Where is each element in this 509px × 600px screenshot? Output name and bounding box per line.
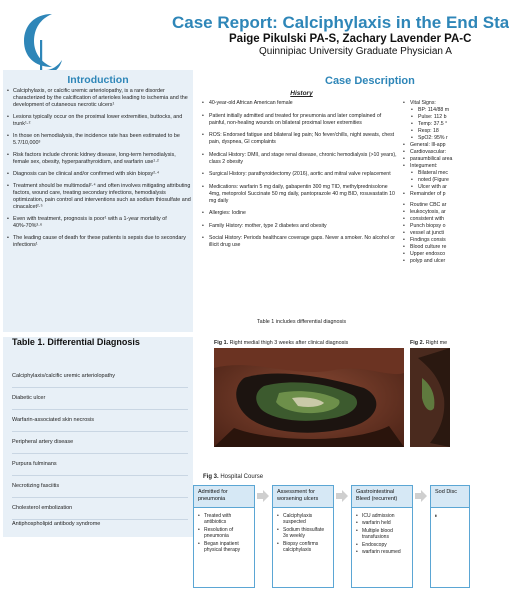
list-item: • Biopsy confirms calciphylaxis [277, 541, 330, 554]
flow-step-title: Admitted for pneumonia [194, 486, 254, 508]
list-item: • Medical History: DMII, and stage renal disease, chronic hemodialysis (>10 years), class 2 obesity [201, 152, 397, 166]
list-item: • Ulcer with ar [402, 184, 462, 191]
list-item: • leukocytosis, ar [402, 209, 462, 216]
list-item: • Integument: [402, 163, 462, 170]
thigh-wound-photo [214, 348, 404, 447]
flow-step-title: Sod Disc [431, 486, 469, 508]
list-item: • Resp: 18 [402, 128, 462, 135]
thigh-wound-photo-2 [410, 348, 450, 447]
list-item: • noted (Figure [402, 177, 462, 184]
introduction-heading: Introduction [67, 74, 129, 86]
table-label: Table 1. [12, 337, 45, 347]
list-item: • Social History: Periods healthcare coverage gaps. Never a smoker. No alcohol or illicit drug use [201, 235, 397, 249]
list-item: • vessel at juncti [402, 230, 462, 237]
list-item: • General: Ill-app [402, 142, 462, 149]
figure-label: Fig 1. [214, 340, 229, 346]
table-note: Table 1 includes differential diagnosis [256, 319, 347, 325]
list-item: • Allergies: Iodine [201, 210, 397, 217]
figure-label: Fig 3. [203, 474, 219, 480]
list-item: • Medications: warfarin 5 mg daily, gabapentin 300 mg TID, methylprednisolone 4mg, metoprolol Succinate 50 mg daily, pantoprazole 40 mg BID, rosuvastatin 10 mg daily [201, 184, 397, 205]
table-row: Peripheral artery disease [12, 433, 188, 454]
list-item: • Lesions typically occur on the proximal lower extremities, buttocks, and trunk¹·² [6, 114, 191, 128]
list-item: • 40-year-old African American female [201, 100, 397, 107]
history-heading: History [290, 90, 313, 97]
list-item: • Calciphylaxis, or calcific uremic arteriolopathy, is a rare disorder characterized by the calcification of arterioles leading to ischemia and the development of cutaneous necrotic ulcers¹ [6, 88, 191, 109]
list-item: • paraumbilical area [402, 156, 462, 163]
exam-findings-list [402, 100, 462, 265]
poster-authors: Paige Pikulski PA-S, Zachary Lavender PA-C [229, 33, 472, 45]
list-item: • BP: 114/88 m [402, 107, 462, 114]
list-item: • Findings consis [402, 237, 462, 244]
list-item: • Multiple blood transfusions [356, 528, 409, 541]
list-item: • Endoscopy [356, 542, 409, 548]
list-item: • ROS: Endorsed fatigue and bilateral leg pain; No fever/chills, night sweats, chest pain, dyspnea, GI complaints [201, 132, 397, 146]
poster-affiliation: Quinnipiac University Graduate Physician A [259, 46, 452, 57]
poster-title: Case Report: Calciphylaxis in the End Sta [172, 13, 509, 32]
table-row: Warfarin-associated skin necrosis [12, 411, 188, 432]
history-list [201, 100, 397, 255]
introduction-list [6, 88, 191, 254]
table-row: Diabetic ulcer [12, 389, 188, 410]
list-item: • Upper endosco [402, 251, 462, 258]
list-item: • Calciphylaxis suspected [277, 513, 330, 526]
list-item: • Patient initially admitted and treated for pneumonia and later complained of painful, non-healing wounds on bilateral proximal lower extremities [201, 113, 397, 127]
flow-step-ulcers [272, 485, 334, 588]
flow-step-items [352, 508, 412, 555]
list-item: • The leading cause of death for these patients is sepsis due to secondary infections¹ [6, 235, 191, 249]
list-item: • Blood culture re [402, 244, 462, 251]
arrow-right-icon [336, 490, 348, 502]
list-item: • Remainder of p [402, 191, 462, 198]
list-item: • Bilateral mec [402, 170, 462, 177]
list-item: • Temp: 37.5 ° [402, 121, 462, 128]
list-item: • Vital Signs: [402, 100, 462, 107]
figure-caption-text: Right medial thigh 3 weeks after clinical diagnosis [228, 340, 349, 346]
table-row: Cholesterol embolization [12, 499, 188, 520]
university-logo [0, 4, 92, 78]
list-item: • Risk factors include chronic kidney disease, long-term hemodialysis, female sex, obesity, hyperparathyroidism, and warfarin use¹·² [6, 152, 191, 166]
arrow-right-icon [257, 490, 269, 502]
table-title: Differential Diagnosis [44, 337, 140, 347]
table-row: Antiphospholipid antibody syndrome [12, 521, 101, 527]
figure-1-caption [214, 340, 348, 346]
flow-step-items [431, 508, 469, 513]
flow-step-admission [193, 485, 255, 588]
figure-caption-text: Right me [424, 340, 448, 346]
list-item: • Resolution of pneumonia [198, 527, 251, 540]
figure-3-caption [203, 474, 263, 480]
table-row: Purpura fulminans [12, 455, 188, 476]
list-item: • In those on hemodialysis, the incidence rate has been estimated to be 5.7/10,000³ [6, 133, 191, 147]
list-item: • warfarin held [356, 520, 409, 526]
differential-heading [12, 337, 140, 347]
flow-step-items [273, 508, 333, 553]
list-item: • ICU admission [356, 513, 409, 519]
list-item: • Even with treatment, prognosis is poor¹ with a 1-year mortality of 40%-70%³·⁶ [6, 216, 191, 230]
table-row: Necrotizing fasciitis [12, 477, 188, 498]
list-item: • Sodium thiosulfate 3x weekly [277, 527, 330, 540]
table-row: Calciphylaxis/calcific uremic arteriolopathy [12, 367, 188, 388]
figure-caption-text: Hospital Course [218, 474, 264, 480]
flow-step-title: Gastrointestinal Bleed (recurrent) [352, 486, 412, 508]
list-item: • Routine CBC ar [402, 202, 462, 209]
list-item: • Began inpatient physical therapy [198, 541, 251, 554]
case-description-heading: Case Description [325, 75, 415, 87]
figure-label: Fig 2. [410, 340, 425, 346]
flow-step-items [194, 508, 254, 553]
list-item: • Punch biopsy o [402, 223, 462, 230]
flow-step-sodium [430, 485, 470, 588]
list-item: • Treatment should be multimodal²·⁴ and often involves mitigating attributing factors, wound care, treating secondary infections, hemodialysis optimization, pain control and interventions such as sodium thiosulfate and cinacalcet²·⁵ [6, 183, 191, 211]
list-item: • polyp and ulcer [402, 258, 462, 265]
list-item: • Diagnosis can be clinical and/or confirmed with skin biopsy²·⁴ [6, 171, 191, 178]
list-item: • SpO2: 95% r [402, 135, 462, 142]
arrow-right-icon [415, 490, 427, 502]
list-item: • Surgical History: parathyroidectomy (2016), aortic and mitral valve replacement [201, 171, 397, 178]
flow-step-title: Assessment for worsening ulcers [273, 486, 333, 508]
flow-step-gi-bleed [351, 485, 413, 588]
list-item: • consistent with [402, 216, 462, 223]
list-item: • Cardiovascular: [402, 149, 462, 156]
list-item: • Family History: mother, type 2 diabetes and obesity [201, 223, 397, 230]
list-item: • Treated with antibiotics [198, 513, 251, 526]
figure-2-caption [410, 340, 447, 346]
list-item: • warfarin resumed [356, 549, 409, 555]
list-item: • Pulse: 112 b [402, 114, 462, 121]
